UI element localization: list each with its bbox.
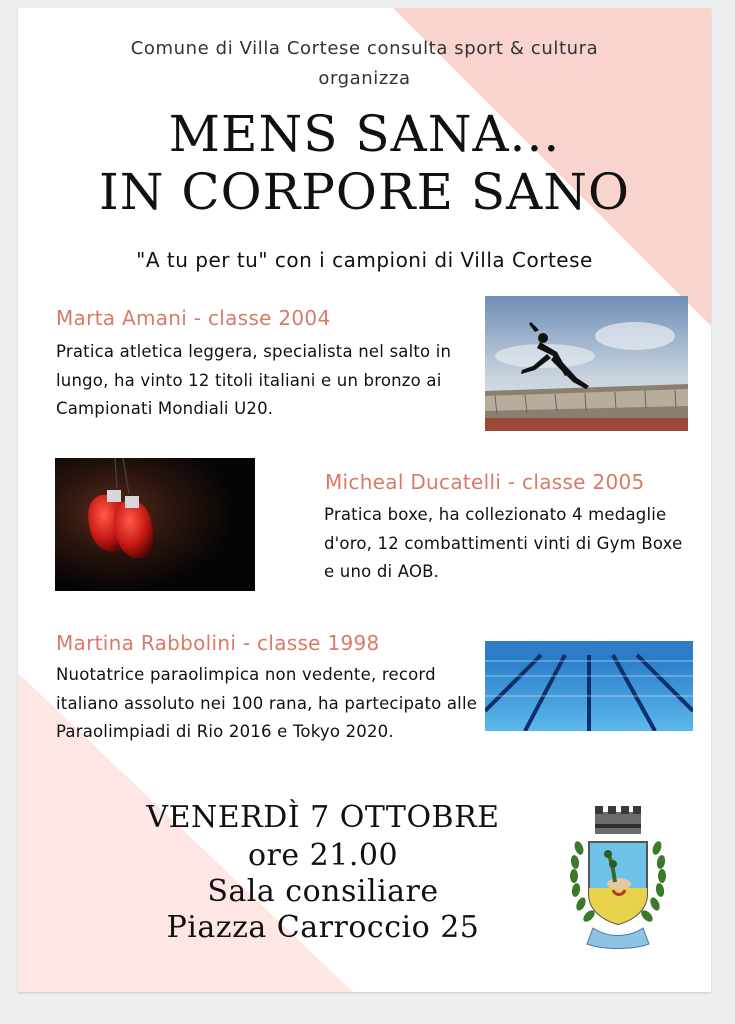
event-venue: Sala consiliare <box>207 874 439 909</box>
champion-desc-amani: Pratica atletica leggera, specialista nel salto in lungo, ha vinto 12 titoli italiani e un bronzo ai Campionati Mondiali U20. <box>56 342 452 418</box>
poster <box>18 8 711 992</box>
boxing-gloves-photo <box>55 458 255 591</box>
event-title-line2: IN CORPORE SANO <box>98 163 631 221</box>
event-time: ore 21.00 <box>247 838 399 873</box>
champion-desc-rabbolini: Nuotatrice paraolimpica non vedente, record italiano assoluto nei 100 rana, ha partecipato alle Paraolimpiadi di Rio 2016 e Tokyo 2020. <box>56 665 478 741</box>
long-jump-photo <box>485 296 688 431</box>
organizza-text: organizza <box>318 68 411 89</box>
event-title-line1: MENS SANA... <box>168 105 561 163</box>
swimming-pool-photo <box>485 641 693 731</box>
coat-of-arms-icon <box>553 798 683 958</box>
champion-desc-ducatelli: Pratica boxe, ha collezionato 4 medaglie d'oro, 12 combattimenti vinti di Gym Boxe e uno di AOB. <box>324 505 683 581</box>
event-date: VENERDÌ 7 OTTOBRE <box>146 800 500 835</box>
champion-name-rabbolini: Martina Rabbolini - classe 1998 <box>56 631 380 655</box>
champion-name-ducatelli: Micheal Ducatelli - classe 2005 <box>325 470 645 494</box>
event-subtitle: "A tu per tu" con i campioni di Villa Cortese <box>136 248 593 272</box>
organizer-line <box>18 34 711 94</box>
event-address: Piazza Carroccio 25 <box>166 910 480 945</box>
organizer-text: Comune di Villa Cortese consulta sport & cultura <box>130 38 599 59</box>
champion-name-amani: Marta Amani - classe 2004 <box>56 306 331 330</box>
